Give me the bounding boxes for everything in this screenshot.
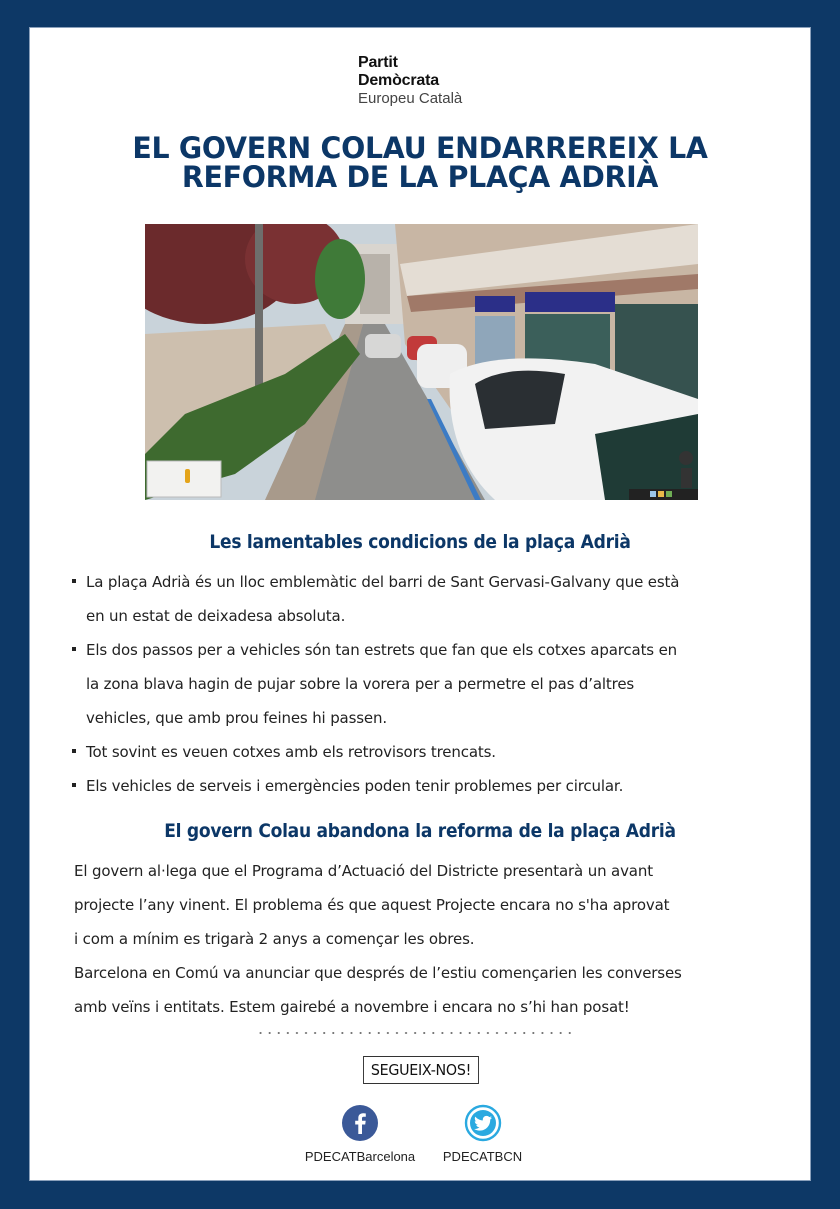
logo-line-1: Partit (358, 54, 398, 71)
conditions-list (70, 565, 780, 803)
title-line-2: REFORMA DE LA PLAÇA ADRIÀ (181, 160, 659, 194)
bullet-icon (72, 783, 76, 787)
list-item: Els dos passos per a vehicles són tan estrets que fan que els cotxes aparcats en la zona blava hagin de pujar sobre la vorera per a permetre el pas d’altres vehicles, que amb prou feines hi passen. (70, 633, 780, 735)
facebook-handle: PDECATBarcelona (304, 1149, 416, 1164)
twitter-icon (464, 1104, 502, 1142)
list-item: Els vehicles de serveis i emergències poden tenir problemes per circular. (70, 769, 780, 803)
party-logo (358, 54, 462, 108)
list-item: Tot sovint es veuen cotxes amb els retrovisors trencats. (70, 735, 780, 769)
follow-us-label: SEGUEIX-NOS! (363, 1056, 479, 1084)
bullet-icon (72, 749, 76, 753)
list-item: La plaça Adrià és un lloc emblemàtic del barri de Sant Gervasi-Galvany que està en un estat de deixadesa absoluta. (70, 565, 780, 633)
twitter-handle: PDECATBCN (442, 1149, 523, 1164)
street-view-photo (145, 224, 698, 500)
section-heading-abandon: El govern Colau abandona la reforma de la plaça Adrià (164, 820, 676, 842)
facebook-icon (341, 1104, 379, 1142)
bullet-icon (72, 647, 76, 651)
dotted-divider (256, 1031, 574, 1035)
flyer-page (30, 28, 810, 1180)
logo-line-3: Europeu Català (358, 90, 463, 107)
bullet-icon (72, 579, 76, 583)
logo-line-2: Demòcrata (358, 72, 439, 89)
twitter-link[interactable] (430, 1104, 535, 1164)
page-title (38, 131, 802, 194)
facebook-link[interactable] (300, 1104, 420, 1164)
title-line-1: EL GOVERN COLAU ENDARREREIX LA (132, 131, 708, 165)
section-heading-conditions: Les lamentables condicions de la plaça Adrià (209, 531, 631, 553)
abandon-paragraph: El govern al·lega que el Programa d’Actuació del Districte presentarà un avant projecte l’any vinent. El problema és que aquest Projecte encara no s'ha aprovat i com a mínim es trigarà 2 anys a començar les obres. Barcelona en Comú va anunciar que després de l’estiu començarien les converses amb veïns i entitats. Estem gairebé a novembre i encara no s’hi han posat! (74, 862, 682, 1016)
